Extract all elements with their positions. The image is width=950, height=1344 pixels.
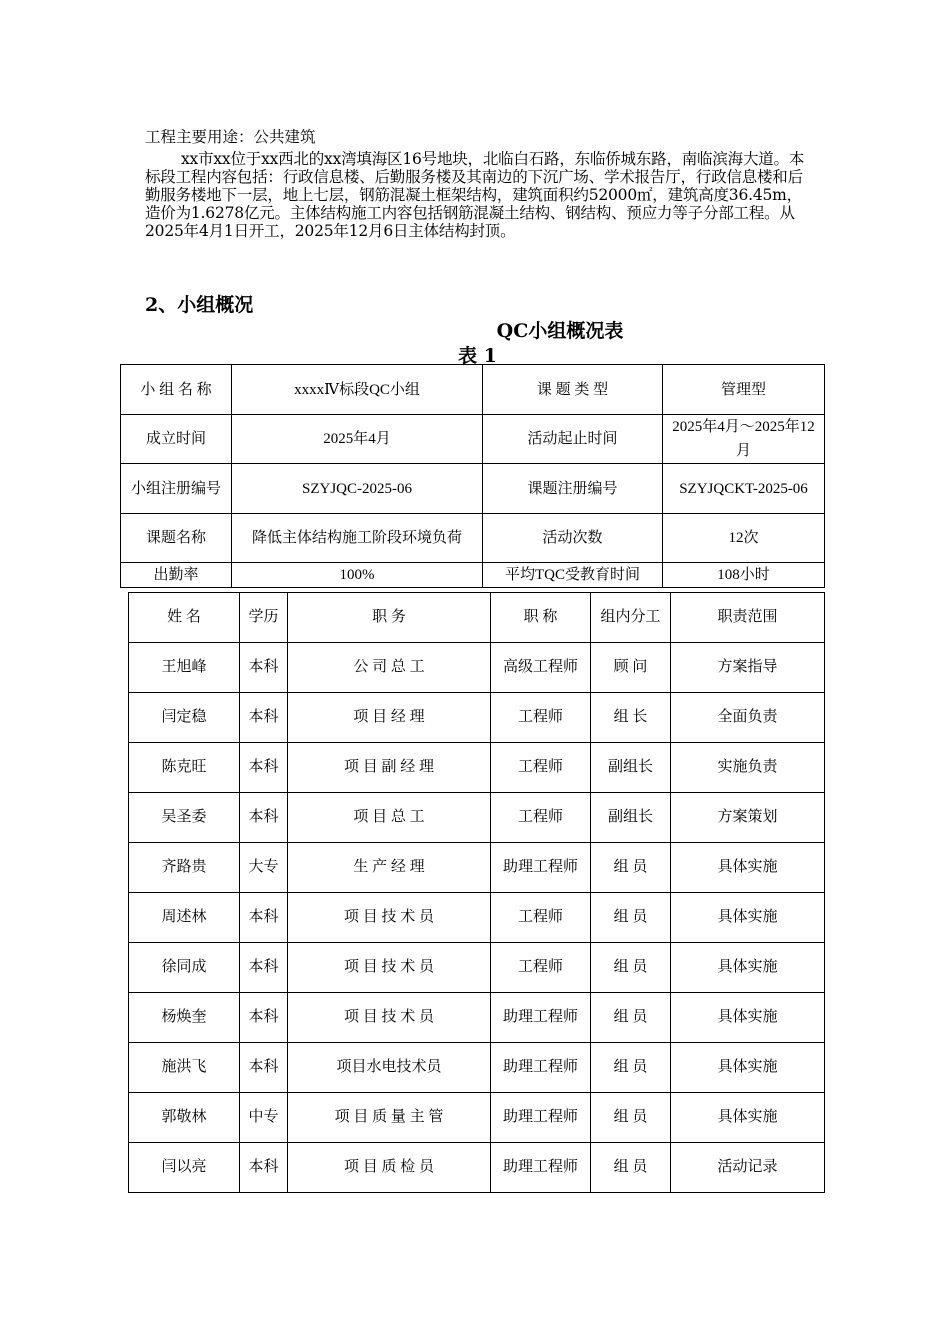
cell-title: 工程师 bbox=[491, 793, 591, 843]
topic-type-value: 管理型 bbox=[663, 365, 825, 415]
cell-title: 助理工程师 bbox=[491, 993, 591, 1043]
period-value: 2025年4月～2025年12月 bbox=[663, 415, 825, 464]
cell-position: 项 目 质 量 主 管 bbox=[288, 1093, 491, 1143]
cell-role: 组 员 bbox=[591, 993, 671, 1043]
cell-name: 施洪飞 bbox=[129, 1043, 240, 1093]
cell-title: 工程师 bbox=[491, 893, 591, 943]
table-row bbox=[129, 893, 825, 943]
cell-education: 本科 bbox=[240, 943, 288, 993]
cell-responsibility: 具体实施 bbox=[671, 993, 825, 1043]
tqc-value: 108小时 bbox=[663, 563, 825, 588]
cell-education: 本科 bbox=[240, 1043, 288, 1093]
table-row bbox=[121, 563, 825, 588]
table-row bbox=[129, 843, 825, 893]
reg-no-value: SZYJQC-2025-06 bbox=[232, 464, 483, 514]
cell-position: 项 目 技 术 员 bbox=[288, 993, 491, 1043]
cell-position: 项 目 经 理 bbox=[288, 693, 491, 743]
cell-education: 本科 bbox=[240, 1143, 288, 1193]
founded-label: 成立时间 bbox=[121, 415, 232, 464]
cell-responsibility: 方案策划 bbox=[671, 793, 825, 843]
cell-role: 副组长 bbox=[591, 793, 671, 843]
cell-position: 项 目 技 术 员 bbox=[288, 893, 491, 943]
cell-responsibility: 方案指导 bbox=[671, 643, 825, 693]
cell-name: 周述林 bbox=[129, 893, 240, 943]
cell-role: 组 员 bbox=[591, 893, 671, 943]
cell-name: 杨焕奎 bbox=[129, 993, 240, 1043]
cell-role: 组 员 bbox=[591, 1043, 671, 1093]
header-role: 组内分工 bbox=[591, 593, 671, 643]
cell-position: 项目水电技术员 bbox=[288, 1043, 491, 1093]
cell-responsibility: 全面负责 bbox=[671, 693, 825, 743]
cell-name: 郭敬林 bbox=[129, 1093, 240, 1143]
cell-name: 齐路贵 bbox=[129, 843, 240, 893]
cell-title: 工程师 bbox=[491, 743, 591, 793]
cell-responsibility: 具体实施 bbox=[671, 893, 825, 943]
table-header-row bbox=[129, 593, 825, 643]
project-usage: 工程主要用途：公共建筑 bbox=[145, 128, 316, 146]
cell-name: 吴圣委 bbox=[129, 793, 240, 843]
cell-role: 组 员 bbox=[591, 1143, 671, 1193]
table-row bbox=[121, 464, 825, 514]
cell-role: 组 员 bbox=[591, 1093, 671, 1143]
cell-title: 工程师 bbox=[491, 693, 591, 743]
attendance-label: 出勤率 bbox=[121, 563, 232, 588]
cell-education: 本科 bbox=[240, 693, 288, 743]
cell-role: 顾 问 bbox=[591, 643, 671, 693]
cell-role: 组 员 bbox=[591, 843, 671, 893]
topic-reg-label: 课题注册编号 bbox=[483, 464, 663, 514]
cell-position: 生 产 经 理 bbox=[288, 843, 491, 893]
cell-education: 本科 bbox=[240, 643, 288, 693]
table-row bbox=[121, 415, 825, 464]
table-row bbox=[121, 365, 825, 415]
header-title: 职 称 bbox=[491, 593, 591, 643]
section-heading: 2、小组概况 bbox=[145, 294, 254, 316]
topic-type-label: 课 题 类 型 bbox=[483, 365, 663, 415]
header-position: 职 务 bbox=[288, 593, 491, 643]
cell-education: 大专 bbox=[240, 843, 288, 893]
cell-position: 项 目 总 工 bbox=[288, 793, 491, 843]
cell-position: 项 目 技 术 员 bbox=[288, 943, 491, 993]
activity-count-value: 12次 bbox=[663, 514, 825, 563]
cell-name: 徐同成 bbox=[129, 943, 240, 993]
cell-education: 中专 bbox=[240, 1093, 288, 1143]
header-education: 学历 bbox=[240, 593, 288, 643]
cell-position: 公 司 总 工 bbox=[288, 643, 491, 693]
member-table bbox=[128, 592, 825, 1193]
cell-responsibility: 实施负责 bbox=[671, 743, 825, 793]
group-name-label: 小 组 名 称 bbox=[121, 365, 232, 415]
table-row bbox=[121, 514, 825, 563]
cell-education: 本科 bbox=[240, 743, 288, 793]
cell-position: 项 目 副 经 理 bbox=[288, 743, 491, 793]
cell-name: 陈克旺 bbox=[129, 743, 240, 793]
cell-education: 本科 bbox=[240, 993, 288, 1043]
table-row bbox=[129, 943, 825, 993]
table-row bbox=[129, 643, 825, 693]
group-name-value: xxxxⅣ标段QC小组 bbox=[232, 365, 483, 415]
cell-education: 本科 bbox=[240, 893, 288, 943]
cell-title: 工程师 bbox=[491, 943, 591, 993]
period-label: 活动起止时间 bbox=[483, 415, 663, 464]
cell-name: 王旭峰 bbox=[129, 643, 240, 693]
founded-value: 2025年4月 bbox=[232, 415, 483, 464]
cell-education: 本科 bbox=[240, 793, 288, 843]
cell-role: 组 员 bbox=[591, 943, 671, 993]
reg-no-label: 小组注册编号 bbox=[121, 464, 232, 514]
group-info-table bbox=[120, 364, 825, 588]
table-number: 表 1 bbox=[458, 345, 497, 367]
header-responsibility: 职责范围 bbox=[671, 593, 825, 643]
table-row bbox=[129, 1143, 825, 1193]
cell-responsibility: 具体实施 bbox=[671, 1043, 825, 1093]
cell-title: 助理工程师 bbox=[491, 1143, 591, 1193]
cell-responsibility: 具体实施 bbox=[671, 943, 825, 993]
table-row bbox=[129, 993, 825, 1043]
cell-position: 项 目 质 检 员 bbox=[288, 1143, 491, 1193]
attendance-value: 100% bbox=[232, 563, 483, 588]
project-description: xx市xx位于xx西北的xx湾填海区16号地块，北临白石路，东临侨城东路，南临滨海大道。本标段工程内容包括：行政信息楼、后勤服务楼及其南边的下沉广场、学术报告厅，行政信息楼和后勤服务楼地下一层，地上七层，钢筋混凝土框架结构，建筑面积约52000㎡，建筑高度36.45m，造价为1.6278亿元。主体结构施工内容包括钢筋混凝土结构、钢结构、预应力等子分部工程。从2025年4月1日开工，2025年12月6日主体结构封顶。 bbox=[145, 150, 805, 240]
cell-title: 助理工程师 bbox=[491, 1043, 591, 1093]
cell-name: 闫以亮 bbox=[129, 1143, 240, 1193]
activity-count-label: 活动次数 bbox=[483, 514, 663, 563]
topic-reg-value: SZYJQCKT-2025-06 bbox=[663, 464, 825, 514]
table-row bbox=[129, 1043, 825, 1093]
tqc-label: 平均TQC受教育时间 bbox=[483, 563, 663, 588]
topic-name-label: 课题名称 bbox=[121, 514, 232, 563]
cell-name: 闫定稳 bbox=[129, 693, 240, 743]
table-row bbox=[129, 1093, 825, 1143]
table-row bbox=[129, 693, 825, 743]
header-name: 姓 名 bbox=[129, 593, 240, 643]
cell-title: 高级工程师 bbox=[491, 643, 591, 693]
topic-name-value: 降低主体结构施工阶段环境负荷 bbox=[232, 514, 483, 563]
cell-responsibility: 活动记录 bbox=[671, 1143, 825, 1193]
table-row bbox=[129, 793, 825, 843]
cell-title: 助理工程师 bbox=[491, 1093, 591, 1143]
cell-role: 副组长 bbox=[591, 743, 671, 793]
table-row bbox=[129, 743, 825, 793]
cell-role: 组 长 bbox=[591, 693, 671, 743]
cell-responsibility: 具体实施 bbox=[671, 843, 825, 893]
table-title: QC小组概况表 bbox=[496, 320, 624, 342]
cell-responsibility: 具体实施 bbox=[671, 1093, 825, 1143]
cell-title: 助理工程师 bbox=[491, 843, 591, 893]
